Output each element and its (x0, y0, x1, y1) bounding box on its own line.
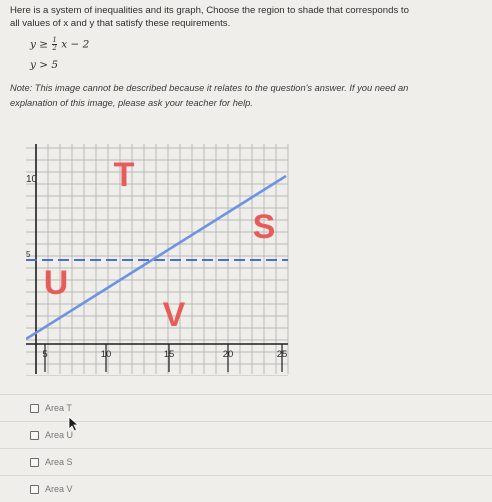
choice-label: Area S (45, 457, 73, 467)
fraction-denominator: 2 (52, 44, 57, 52)
checkbox[interactable] (30, 431, 39, 440)
mouse-pointer-icon (68, 416, 80, 432)
inequality-1-right: x − 2 (61, 38, 90, 51)
inequality-1 (30, 37, 488, 52)
image-note (10, 81, 488, 111)
checkbox[interactable] (30, 485, 39, 494)
choice-label: Area U (45, 430, 74, 440)
x-tick-label-10: 10 (100, 349, 112, 360)
region-label-s: S (252, 208, 276, 246)
image-note-line-2: explanation of this image, please ask your teacher for help. (10, 98, 253, 108)
checkbox[interactable] (30, 458, 39, 467)
question-text-line-2: all values of x and y that satisfy these requirements. (10, 18, 231, 29)
question-panel (10, 4, 488, 111)
region-label-v: V (162, 296, 186, 334)
choice-area-s[interactable] (0, 448, 492, 475)
region-label-u: U (43, 264, 69, 302)
inequality-1-fraction (52, 37, 56, 52)
y-tick-label-5: 5 (26, 250, 31, 259)
region-label-t: T (113, 156, 135, 194)
inequality-2: y > 5 (30, 59, 59, 71)
inequality-graph (26, 144, 296, 376)
y-tick-label-10: 10 (26, 174, 38, 185)
checkbox[interactable] (30, 404, 39, 413)
x-tick-label-15: 15 (163, 349, 175, 360)
x-tick-label-25: 25 (276, 349, 288, 360)
choice-label: Area V (45, 484, 73, 494)
image-note-line-1: Note: This image cannot be described because it relates to the question's answer. If you need an (10, 83, 409, 93)
x-tick-label-20: 20 (222, 349, 234, 360)
fraction-numerator: 1 (52, 36, 57, 44)
answer-choices (0, 394, 492, 502)
choice-area-v[interactable] (0, 475, 492, 502)
question-text-line-1: Here is a system of inequalities and its graph, Choose the region to shade that corresponds to (10, 5, 409, 16)
x-tick-label-5: 5 (42, 349, 48, 360)
inequality-1-left: y ≥ (30, 38, 49, 51)
choice-label: Area T (45, 403, 72, 413)
